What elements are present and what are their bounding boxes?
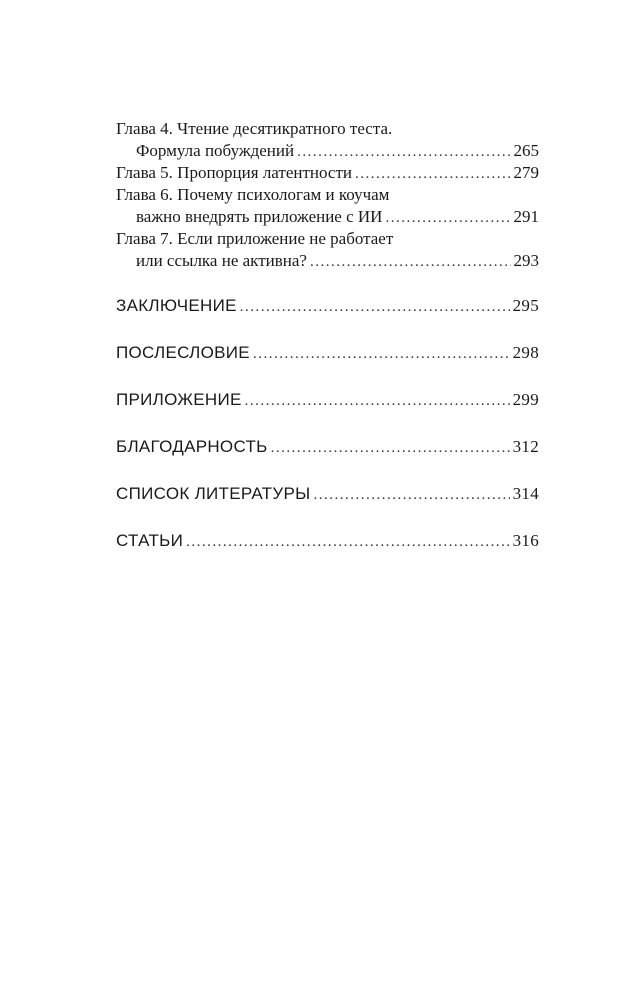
toc-section-acknowledgements: БЛАГОДАРНОСТЬ ..... 312 [116,435,539,460]
page-number: 293 [513,251,539,270]
page-number: 299 [512,390,539,409]
toc-chapter-5 [116,162,539,185]
page-number: 312 [512,437,539,456]
chapter-5-title-line-1: Глава 5. Пропорция латентности ..... 279 [116,162,539,185]
chapter-7-title-line-2: или ссылка не активна? ..... 293 [116,250,539,273]
toc-section-conclusion: ЗАКЛЮЧЕНИЕ ..... 295 [116,294,539,319]
toc-section-afterword: ПОСЛЕСЛОВИЕ ..... 298 [116,341,539,366]
dot-leader [240,295,510,319]
page-number: 265 [513,141,539,160]
dot-leader [253,342,510,366]
toc-chapter-4 [116,118,539,163]
dot-leader [355,163,511,185]
chapter-7-title-line-1: Глава 7. Если приложение не работает [116,229,394,248]
toc-chapter-6 [116,184,539,229]
toc-section-appendix: ПРИЛОЖЕНИЕ ..... 299 [116,388,539,413]
dot-leader [245,389,510,413]
toc-chapter-7 [116,228,539,273]
dot-leader [310,251,511,273]
toc-section-bibliography: СПИСОК ЛИТЕРАТУРЫ ..... 314 [116,482,539,507]
dot-leader [186,530,509,554]
page-number: 298 [512,343,539,362]
chapter-4-title-line-1: Глава 4. Чтение десятикратного теста. [116,119,393,138]
page-number: 314 [512,484,539,503]
page-number: 291 [513,207,539,226]
chapter-6-title-line-1: Глава 6. Почему психологам и коучам [116,185,390,204]
dot-leader [385,207,510,229]
toc-section-articles: СТАТЬИ ..... 316 [116,529,539,554]
page-number: 295 [512,296,539,315]
dot-leader [313,483,509,507]
page-number: 316 [512,531,539,550]
page-number: 279 [513,163,539,182]
dot-leader [297,141,510,163]
chapter-6-title-line-2: важно внедрять приложение с ИИ ..... 291 [116,206,539,229]
dot-leader [271,436,510,460]
chapter-4-title-line-2: Формула побуждений ..... 265 [116,140,539,163]
